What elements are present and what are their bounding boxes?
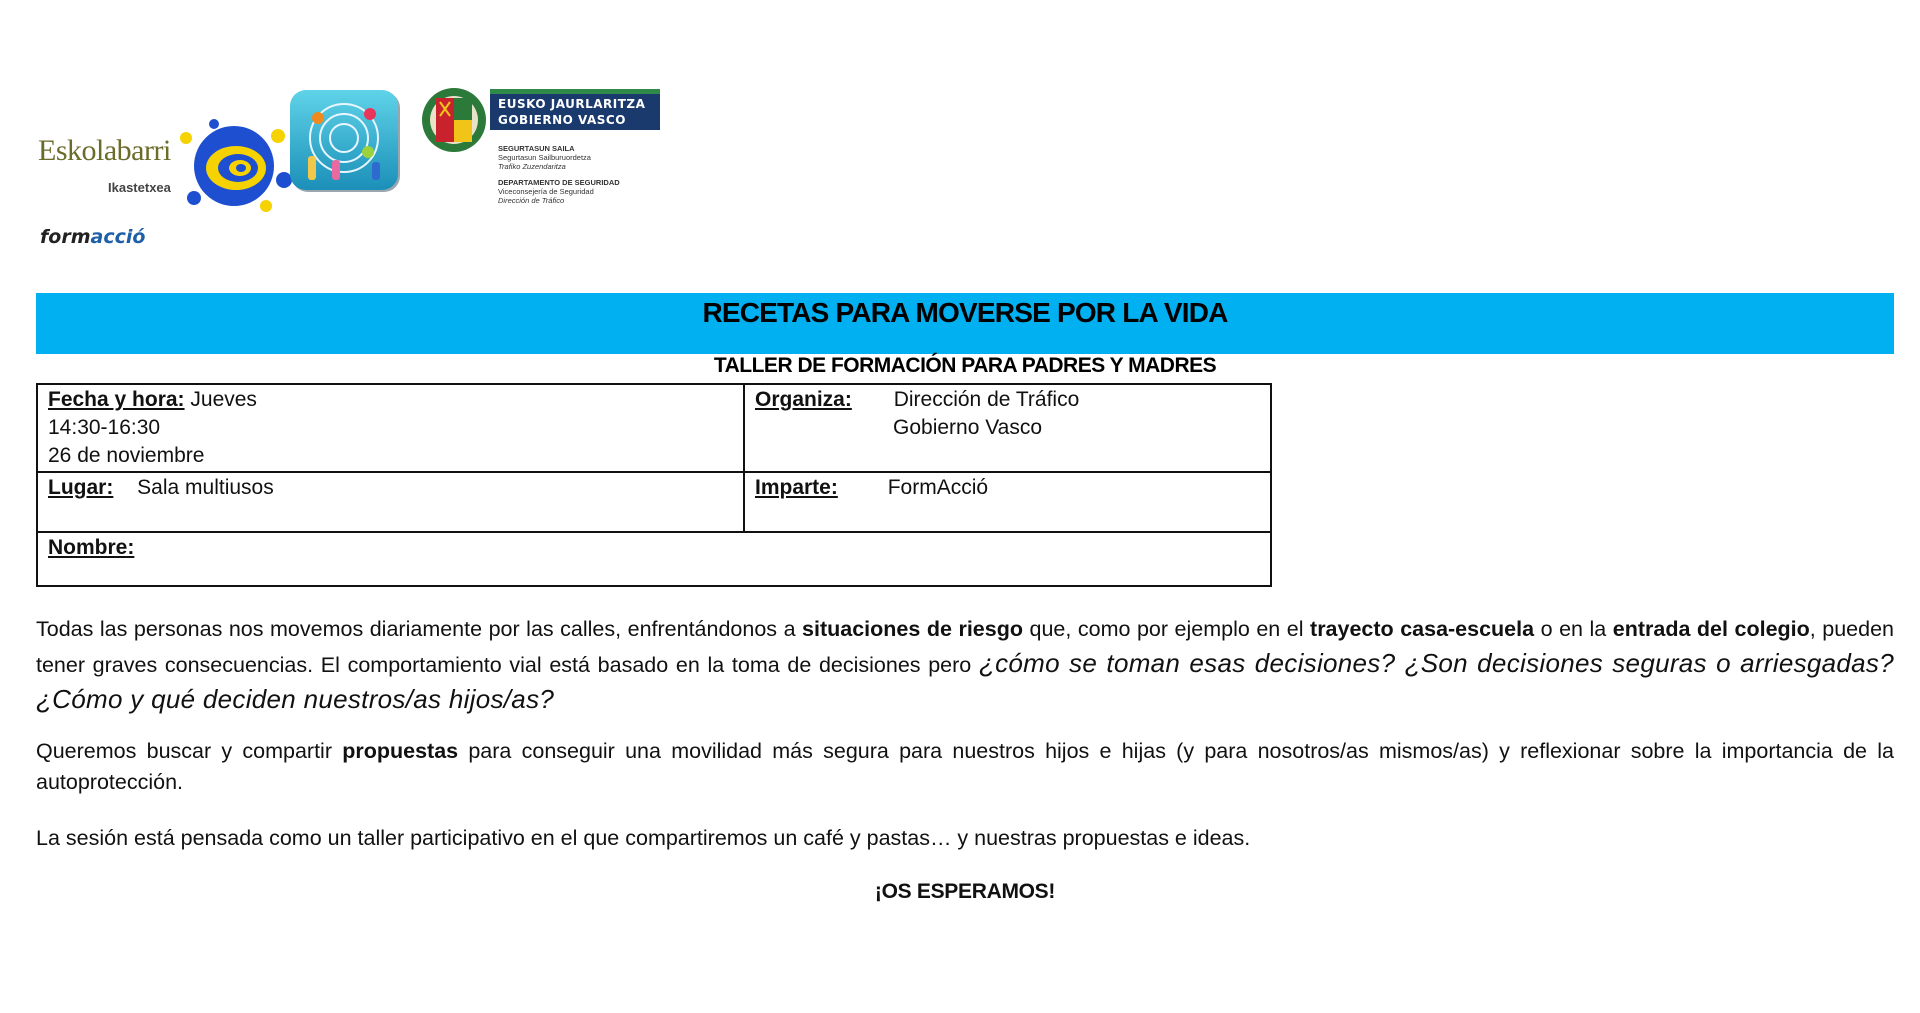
p1-bold-1: situaciones de riesgo [802,617,1023,641]
organiza-value-2: Gobierno Vasco [893,416,1043,439]
program-badge-icon [288,88,404,196]
closing-message: ¡OS ESPERAMOS! [874,880,1056,903]
p2-bold-1: propuestas [342,739,459,763]
gov-sub-es-2: Dirección de Tráfico [498,196,565,205]
gov-line-1: EUSKO JAURLARITZA [498,97,646,111]
p1-bold-2: trayecto casa-escuela [1310,617,1535,641]
eskolabarri-name: Eskolabarri [38,134,171,167]
title-banner [36,293,1894,354]
p2-text-1: Queremos buscar y compartir [36,739,343,763]
gov-dept-es: DEPARTAMENTO DE SEGURIDAD [498,178,620,187]
fecha-label: Fecha y hora: [48,388,185,411]
event-info-table [36,383,1272,587]
intro-paragraph [36,612,1894,718]
gov-dept-eu: SEGURTASUN SAILA [498,144,575,153]
gov-text-eu [498,144,591,171]
gobierno-vasco-logo [418,84,668,214]
imparte-value: FormAcció [887,476,989,499]
p1-text-4: , pueden tener graves consecuencias. El comportamiento vial está basado en la toma de decisiones pero [36,617,1895,677]
p1-text-2: que, como por ejemplo en el [1022,617,1311,641]
fecha-day: Jueves [190,388,257,411]
organiza-label: Organiza: [755,388,852,411]
p2-text-2: para conseguir una movilidad más segura para nuestros hijos e hijas (y para nosotros/as mismos/as) y reflexionar sobre la importancia de la autoprotección. [36,739,1894,794]
nombre-cell [37,532,1271,586]
table-row [37,472,1271,532]
nombre-label: Nombre: [48,536,135,559]
p1-text-3: o en la [1534,617,1613,641]
logo-area [0,0,700,260]
fecha-time: 14:30-16:30 [48,416,161,439]
fecha-date: 26 de noviembre [48,444,205,467]
lugar-value: Sala multiusos [137,476,274,499]
gov-banner [490,94,660,130]
page-title: RECETAS PARA MOVERSE POR LA VIDA [702,297,1228,328]
eskolabarri-swirl-icon [166,118,306,218]
gov-sub-es-1: Viceconsejería de Seguridad [498,187,594,196]
p1-bold-3: entrada del colegio [1612,617,1810,641]
formaccio-logo [40,226,145,248]
proposal-paragraph [36,736,1894,798]
eskolabarri-logo [38,118,268,218]
eskolabarri-subtitle: Ikastetxea [108,180,171,195]
fecha-cell [37,384,744,472]
formaccio-logo-part1: form [40,226,91,248]
table-row [37,384,1271,472]
table-row [37,532,1271,586]
organiza-cell [744,384,1271,472]
p1-text-1: Todas las personas nos movemos diariamente por las calles, enfrentándonos a [36,617,803,641]
formaccio-logo-part2: acció [90,226,146,248]
lugar-label: Lugar: [48,476,114,499]
imparte-label: Imparte: [755,476,838,499]
gov-line-2: GOBIERNO VASCO [498,113,626,127]
p1-question: ¿cómo se toman esas decisiones? ¿Son decisiones seguras o arriesgadas? ¿Cómo y qué deciden nuestros/as hijos/as? [36,648,1894,714]
coat-of-arms-icon [418,84,490,154]
page-subtitle: TALLER DE FORMACIÓN PARA PADRES Y MADRES [713,354,1217,377]
gov-text-es [498,178,620,205]
organiza-value-1: Dirección de Tráfico [893,388,1080,411]
gov-sub-eu-1: Segurtasun Sailburuordetza [498,153,591,162]
session-paragraph: La sesión está pensada como un taller participativo en el que compartiremos un café y pastas… y nuestras propuestas e ideas. [36,826,1251,850]
gov-sub-eu-2: Trafiko Zuzendaritza [498,162,566,171]
imparte-cell [744,472,1271,532]
lugar-cell [37,472,744,532]
